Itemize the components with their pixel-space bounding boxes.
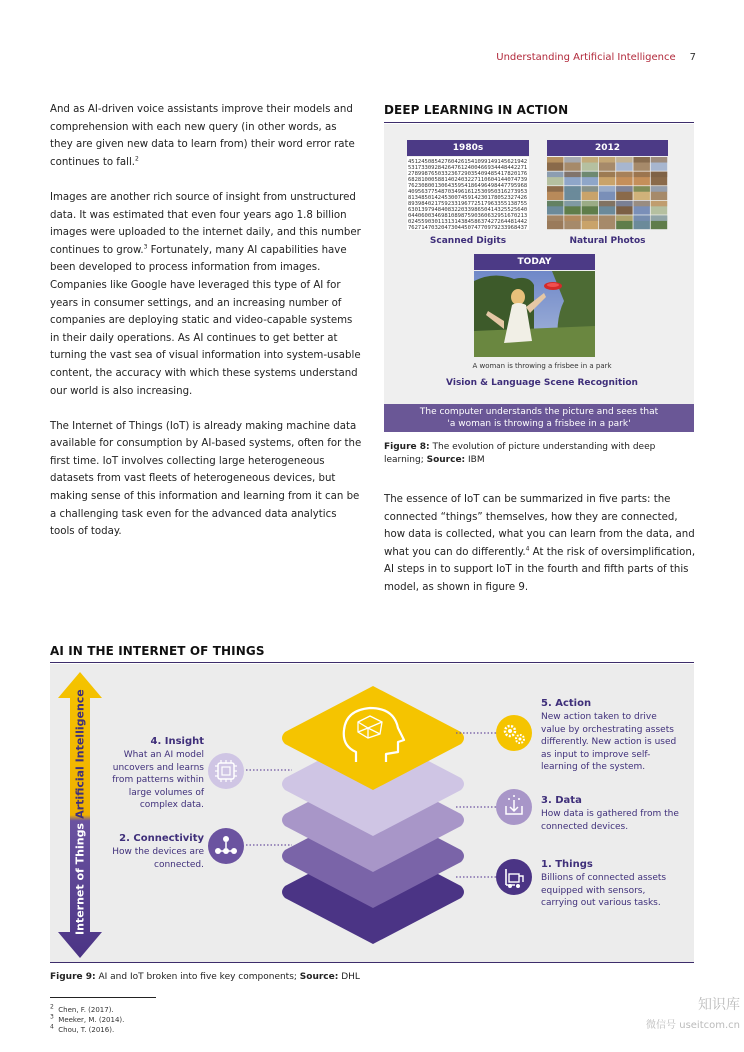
insight-text: What an AI model uncovers and learns from patterns within large volumes of complex data. [112,750,204,810]
understanding-banner [384,404,694,432]
action-text: New action taken to drive value by orchestrating assets differently. New action is used as input to improve self-learning of the system. [541,712,677,772]
things-text: Billions of connected assets equipped with sensors, carrying out various tasks. [541,873,667,908]
left-column [50,101,362,558]
connectivity-title: 2. Connectivity [119,833,204,844]
divider [50,662,694,663]
footnotes [50,1005,250,1035]
natural-photos-label: Natural Photos [569,236,646,246]
svg-text:893984021759233196772517963355: 893984021759233196772517963355138755 [408,201,528,207]
forklift-icon [495,858,533,896]
page-number: 7 [689,52,696,63]
frisbee-photo [474,271,595,357]
natural-photos-image [547,157,668,230]
network-icon [207,827,245,865]
axis-label-ai: Artificial Intelligence [73,689,87,819]
svg-text:682810005881402403227110604144: 682810005881402403227110604144074739 [408,177,528,183]
data-title: 3. Data [541,795,582,806]
svg-text:813485014245300745914230178052: 813485014245300745914230178052327426 [408,195,528,201]
figure-9-caption: Figure 9: AI and IoT broken into five key components; Source: DHL [50,972,360,982]
footnote-rule [50,997,156,998]
action-title: 5. Action [541,698,592,709]
paragraph-iot-essence: The essence of IoT can be summarized in five parts: the connected “things” themselves, how they are connected, how data is collected, what you can learn from the data, and what you can do differently.$^4$ At the risk of oversimplification, AI steps in to support IoT in the fourth and fifth parts of this model, as shown in figure 9. [384,494,696,593]
watermark-title: 知识库 [698,997,740,1013]
svg-text:762714703204730445074770979233: 762714703204730445074770979233968437 [408,225,528,230]
gears-icon [495,714,533,752]
svg-text:531733092842647612400466934448: 531733092842647612400466934448442271 [408,165,528,171]
footnote-3: $^3$ Meeker, M. (2014). [50,1013,125,1024]
divider [50,962,694,963]
scanned-digits-image [407,157,529,230]
svg-text:044060034698108987590360632951: 044060034698108987590360632951670213 [408,213,528,219]
watermark-subtitle: 微信号 useitcom.cn [646,1020,740,1031]
deep-learning-title: DEEP LEARNING IN ACTION [384,103,569,117]
divider [384,122,694,123]
axis-label-iot: Internet of Things [73,823,87,935]
things-title: 1. Things [541,859,593,870]
svg-text:451245085427604261541099149145: 451245085427604261541099149145621942 [408,159,528,165]
svg-text:024559030113131438458637427264: 024559030113131438458637427264481442 [408,219,528,225]
era-1980s-bar: 1980s [407,140,529,156]
right-connectors [456,712,500,882]
frisbee-photo-caption: A woman is throwing a frisbee in a park [472,362,612,370]
banner-line-2: 'a woman is throwing a frisbee in a park' [447,419,631,429]
scene-recognition-label: Vision & Language Scene Recognition [446,378,638,388]
layered-stack-diagram [270,670,476,956]
axis-label-iot-wrap [62,823,98,935]
paragraph-iot: The Internet of Things (IoT) is already making machine data available for consumption by AI-based systems, often for the first time. IoT involves collecting large heterogeneous datasets from vast fleets of heterogeneous devices, but making sense of this information and learning from it can be a challenging task even for the advanced data analytics tools of today. [50,420,362,538]
scanned-digits-label: Scanned Digits [429,236,507,246]
iot-section-title: AI IN THE INTERNET OF THINGS [50,644,265,658]
axis-label-ai-wrap [62,689,98,819]
chip-icon [207,752,245,790]
running-header [0,52,696,63]
banner-line-1: The computer understands the picture and sees that [419,407,659,417]
data-text: How data is gathered from the connected devices. [541,809,679,832]
header-title: Understanding Artificial Intelligence [496,52,676,63]
era-today-bar: TODAY [474,254,595,270]
svg-text:630139794840832203398650414325: 630139794840832203398650414325525640 [408,207,528,213]
era-2012-bar: 2012 [547,140,668,156]
footnote-4: $^4$ Chou, T. (2016). [50,1023,115,1034]
paragraph-voice: And as AI-driven voice assistants improve their models and comprehension with each new query (in other words, as they are given new data to learn from) their word error rate continues to fall.$^2$ [50,104,355,168]
svg-text:278998765033236729035409485417: 278998765033236729035409485417820176 [408,171,528,177]
svg-text:762308001306435954186496498447: 762308001306435954186496498447795968 [408,183,528,189]
footnote-2: $^2$ Chen, F. (2017). [50,1003,114,1014]
insight-title: 4. Insight [150,736,204,747]
paragraph-images: Images are another rich source of insight from unstructured data. It was estimated that even four years ago 1.8 billion images were uploaded to the internet daily, and this number continues to grow.$^3$ Fortunately, many AI capabilities have been developed to process information from images. Companies like Google have leveraged this type of AI for years in consumer settings, and an increasing number of companies are deploying static and video-capable systems in their daily operations. As AI continues to get better at turning the vast sea of visual information into system-usable content, the accuracy with which these systems understand our world is also increasing. [50,191,361,397]
svg-text:409563775487034961612530950316: 409563775487034961612530950316273953 [408,189,528,195]
connectivity-text: How the devices are connected. [112,847,204,870]
figure-8-caption: Figure 8: The evolution of picture understanding with deep learning; Source: IBM [384,442,656,465]
data-download-icon [495,788,533,826]
